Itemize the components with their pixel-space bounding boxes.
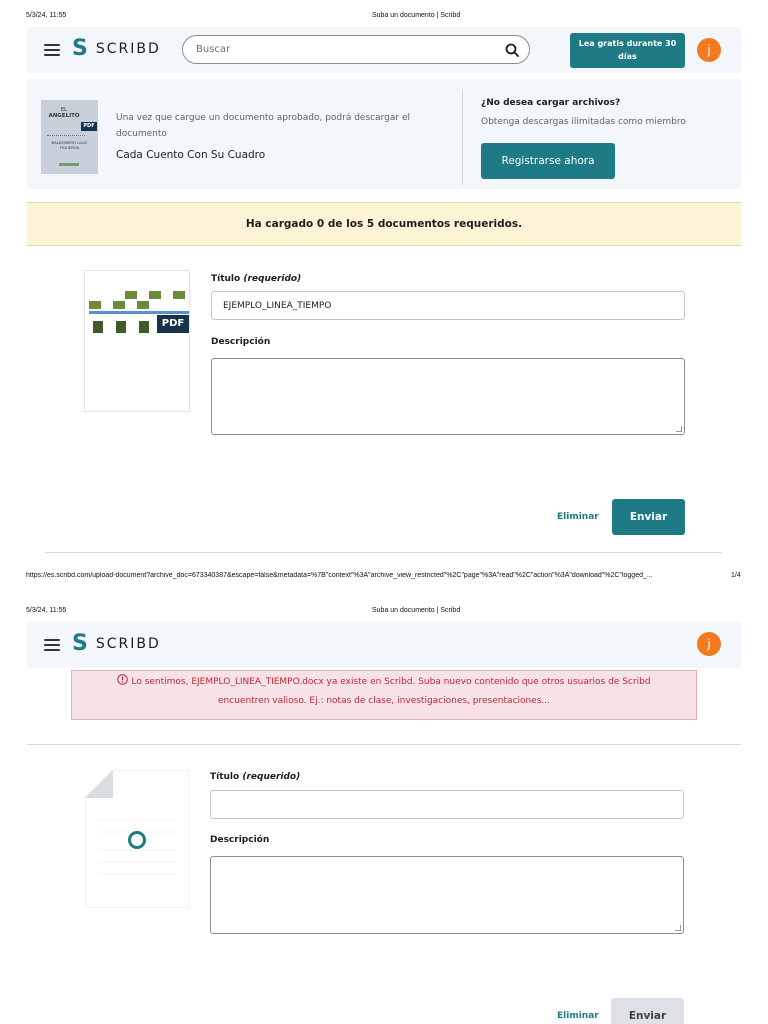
title-field-label xyxy=(211,274,301,284)
book-cover-author-line1: BALDOMERO LILLO xyxy=(51,140,88,145)
submit-button-disabled[interactable]: Enviar xyxy=(611,998,684,1024)
print-datetime: 5/3/24, 11:55 xyxy=(26,12,67,19)
document-thumbnail[interactable] xyxy=(84,270,190,412)
required-label: (requerido) xyxy=(243,274,302,284)
scribd-logo-icon: S xyxy=(72,36,88,61)
duplicate-error-alert xyxy=(71,670,697,720)
timeline-card xyxy=(125,291,137,299)
scribd-logo[interactable] xyxy=(72,633,161,655)
section-divider xyxy=(45,552,722,553)
document-placeholder-thumbnail xyxy=(85,770,189,908)
warning-icon xyxy=(117,674,128,685)
book-cover-title-line2: ANGELITO xyxy=(48,113,80,119)
book-cover-title-line1: EL xyxy=(61,107,67,113)
title-input-value: EJEMPLO_LINEA_TIEMPO xyxy=(223,301,332,311)
timeline-card xyxy=(89,301,101,309)
scribd-logo[interactable] xyxy=(72,38,161,60)
resize-handle-icon[interactable] xyxy=(676,426,682,432)
avatar[interactable]: j xyxy=(697,38,721,62)
error-line-1 xyxy=(72,673,696,692)
register-now-button[interactable]: Registrarse ahora xyxy=(481,143,615,179)
print-footer-url: https://es.scribd.com/upload-document?archive_doc=673340387&escape=false&metadata=%7B"context"%3A"archive_view_restricted"%2C"page"%3A"read"%2C"action"%3A"download"%2C"logged_... xyxy=(26,572,653,579)
submit-button[interactable]: Enviar xyxy=(612,499,685,535)
menu-icon[interactable] xyxy=(44,639,60,651)
book-cover-author-line2: FIGUEROA xyxy=(59,145,80,150)
title-field-label xyxy=(210,772,300,782)
free-trial-button[interactable]: Lea gratis durante 30 días xyxy=(570,33,685,68)
upload-requirement-banner xyxy=(27,202,741,246)
top-navigation xyxy=(27,622,741,668)
book-cover-publisher-mark xyxy=(59,163,79,166)
print-page-number: 1/4 xyxy=(731,572,741,579)
title-input[interactable] xyxy=(210,790,684,819)
logo-text: SCRIBD xyxy=(95,636,161,652)
loading-spinner-icon xyxy=(127,830,147,850)
section-divider xyxy=(27,744,741,745)
resize-handle-icon[interactable] xyxy=(675,925,681,931)
search-input[interactable] xyxy=(182,35,530,64)
timeline-card xyxy=(137,301,149,309)
timeline-image xyxy=(93,321,103,333)
description-textarea[interactable] xyxy=(211,358,685,435)
description-textarea[interactable] xyxy=(210,856,684,934)
search-icon[interactable] xyxy=(505,43,519,57)
description-label: Descripción xyxy=(210,835,270,845)
menu-icon[interactable] xyxy=(44,44,60,56)
avatar[interactable]: j xyxy=(697,632,721,656)
title-label-text: Título xyxy=(210,772,240,782)
download-info-text: Una vez que cargue un documento aprobado, podrá descargar el documento xyxy=(116,113,410,139)
timeline-image xyxy=(139,321,149,333)
no-upload-heading: ¿No desea cargar archivos? xyxy=(481,98,621,108)
scribd-logo-icon: S xyxy=(72,631,88,656)
pdf-badge: PDF xyxy=(81,122,97,131)
timeline-card xyxy=(149,291,161,299)
document-title: Cada Cuento Con Su Cuadro xyxy=(116,149,266,161)
timeline-image xyxy=(116,321,126,333)
delete-link[interactable]: Eliminar xyxy=(557,512,599,522)
no-upload-subtitle: Obtenga descargas ilimitadas como miembro xyxy=(481,117,686,127)
print-datetime: 5/3/24, 11:55 xyxy=(26,607,67,614)
timeline-card xyxy=(173,291,185,299)
upload-requirement-text: Ha cargado 0 de los 5 documentos requeridos. xyxy=(245,218,523,230)
delete-link[interactable]: Eliminar xyxy=(557,1011,599,1021)
pdf-badge: PDF xyxy=(157,315,189,333)
panel-divider xyxy=(462,89,463,185)
required-label: (requerido) xyxy=(242,772,301,782)
search-placeholder: Buscar xyxy=(196,44,231,55)
timeline-card xyxy=(113,301,125,309)
title-input[interactable] xyxy=(211,291,685,320)
book-cover-ornament xyxy=(47,131,85,136)
title-label-text: Título xyxy=(211,274,241,284)
print-page-title: Suba un documento | Scribd xyxy=(372,12,461,19)
error-text-line1: Lo sentimos, EJEMPLO_LINEA_TIEMPO.docx ya existe en Scribd. Suba nuevo contenido que otros usuarios de Scribd xyxy=(131,677,651,687)
print-page-title: Suba un documento | Scribd xyxy=(372,607,461,614)
timeline-line xyxy=(89,311,189,314)
error-text-line2: encuentren valioso. Ej.: notas de clase, investigaciones, presentaciones... xyxy=(218,696,550,706)
logo-text: SCRIBD xyxy=(95,41,161,57)
download-info-panel xyxy=(27,79,741,189)
top-navigation xyxy=(27,27,741,73)
book-cover-thumbnail[interactable] xyxy=(41,100,98,174)
description-label: Descripción xyxy=(211,337,271,347)
